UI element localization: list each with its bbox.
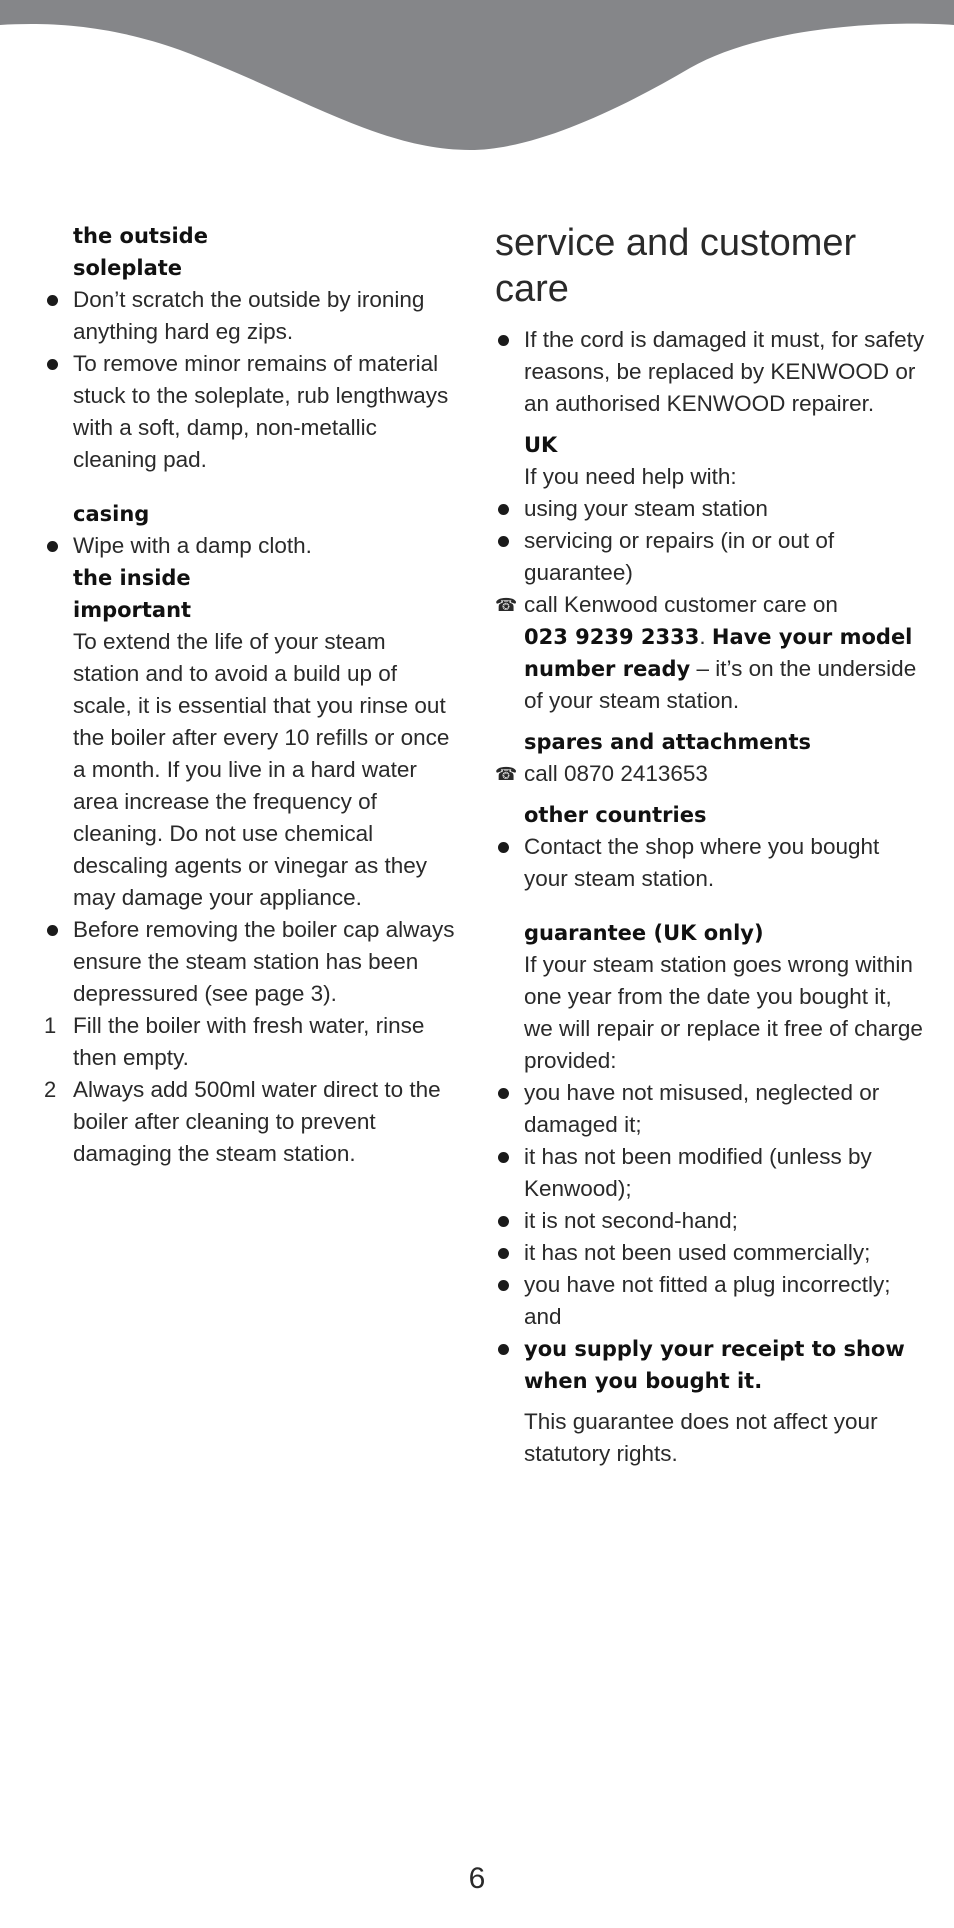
uk-heading: UK [524, 433, 558, 457]
section-title: service and customer care [495, 222, 857, 310]
left-column [44, 220, 456, 1170]
step-1: 1 Fill the boiler with fresh water, rinse then empty. [44, 1010, 456, 1074]
list-item: you supply your receipt to show when you bought it. [524, 1337, 905, 1393]
customer-care-call: ☎ call Kenwood customer care on 023 9239 2333. Have your model number ready – it’s on the underside of your steam station. [495, 589, 925, 717]
important-paragraph: To extend the life of your steam station and to avoid a build up of scale, it is essential that you rinse out the boiler after every 10 refills or once a month. If you live in a hard water area increase the frequency of cleaning. Do not use chemical descaling agents or vinegar as they may damage your appliance. [73, 629, 450, 910]
list-item: Before removing the boiler cap always ensure the steam station has been depressured (see page 3). [73, 917, 455, 1006]
spares-call: ☎ call 0870 2413653 [495, 758, 925, 790]
list-item: it is not second-hand; [524, 1208, 738, 1233]
step-number: 2 [44, 1077, 57, 1102]
other-countries-heading: other countries [524, 803, 707, 827]
step-number: 1 [44, 1013, 57, 1038]
list-item: it has not been modified (unless by Kenwood); [524, 1144, 872, 1201]
list-item: it has not been used commercially; [524, 1240, 871, 1265]
statutory-note: This guarantee does not affect your statutory rights. [524, 1409, 878, 1466]
inside-heading: the inside [73, 566, 191, 590]
telephone-icon: ☎ [495, 595, 518, 615]
list-item: Don’t scratch the outside by ironing anything hard eg zips. [73, 287, 425, 344]
list-item: you have not misused, neglected or damaged it; [524, 1080, 880, 1137]
guarantee-paragraph: If your steam station goes wrong within one year from the date you bought it, we will repair or replace it free of charge provided: [524, 952, 923, 1073]
page-number: 6 [468, 1862, 486, 1895]
important-heading: important [73, 598, 192, 622]
guarantee-heading: guarantee (UK only) [524, 921, 764, 945]
list-item: using your steam station [524, 496, 768, 521]
soleplate-heading: the outside soleplate [73, 224, 208, 280]
list-item: To remove minor remains of material stuck to the soleplate, rub lengthways with a soft, damp, non-metallic cleaning pad. [73, 351, 449, 472]
help-intro: If you need help with: [524, 464, 737, 489]
casing-heading: casing [73, 502, 150, 526]
spares-heading: spares and attachments [524, 730, 812, 754]
list-item: If the cord is damaged it must, for safety reasons, be replaced by KENWOOD or an authorised KENWOOD repairer. [524, 327, 925, 416]
list-item: servicing or repairs (in or out of guarantee) [524, 528, 835, 585]
list-item: you have not fitted a plug incorrectly; and [524, 1272, 891, 1329]
telephone-icon: ☎ [495, 764, 518, 784]
list-item: Contact the shop where you bought your steam station. [524, 834, 880, 891]
list-item: Wipe with a damp cloth. [73, 533, 312, 558]
care-phone-number: 023 9239 2333 [524, 625, 700, 649]
step-2: 2 Always add 500ml water direct to the boiler after cleaning to prevent damaging the steam station. [44, 1074, 456, 1170]
right-column [495, 220, 925, 1470]
header-wave-banner [0, 0, 954, 160]
